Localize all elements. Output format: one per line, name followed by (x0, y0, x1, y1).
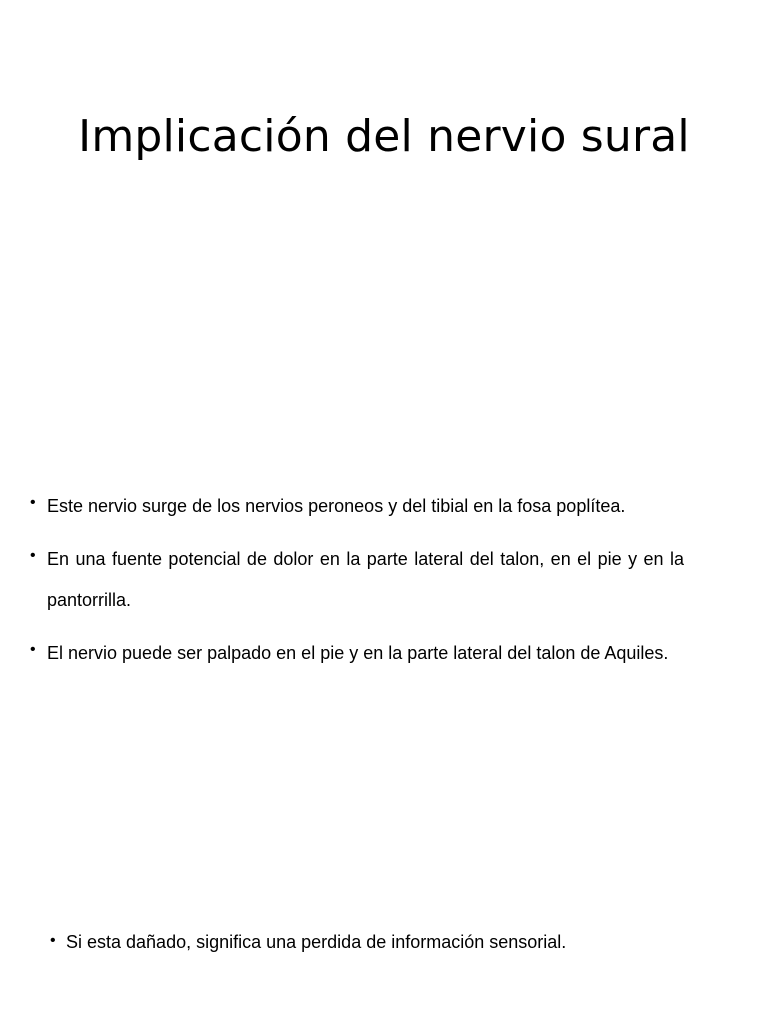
bullet-text: El nervio puede ser palpado en el pie y en la parte lateral del talon de Aquiles. (47, 643, 669, 663)
bullet-list (30, 486, 684, 686)
bullet-dot-icon: • (50, 932, 56, 949)
bullet-item (30, 486, 684, 527)
bullet-dot-icon: • (30, 547, 36, 564)
bullet-item (30, 539, 684, 621)
bullet-dot-icon: • (30, 641, 36, 658)
bullet-text: En una fuente potencial de dolor en la parte lateral del talon, en el pie y en la pantorrilla. (47, 549, 684, 610)
bullet-text: Si esta dañado, significa una perdida de información sensorial. (66, 932, 567, 952)
bullet-item-standalone (50, 924, 726, 960)
bullet-text: Este nervio surge de los nervios peroneos y del tibial en la fosa poplítea. (47, 496, 626, 516)
bullet-dot-icon: • (30, 494, 36, 511)
slide-title: Implicación del nervio sural (78, 111, 690, 162)
bullet-item (30, 633, 684, 674)
